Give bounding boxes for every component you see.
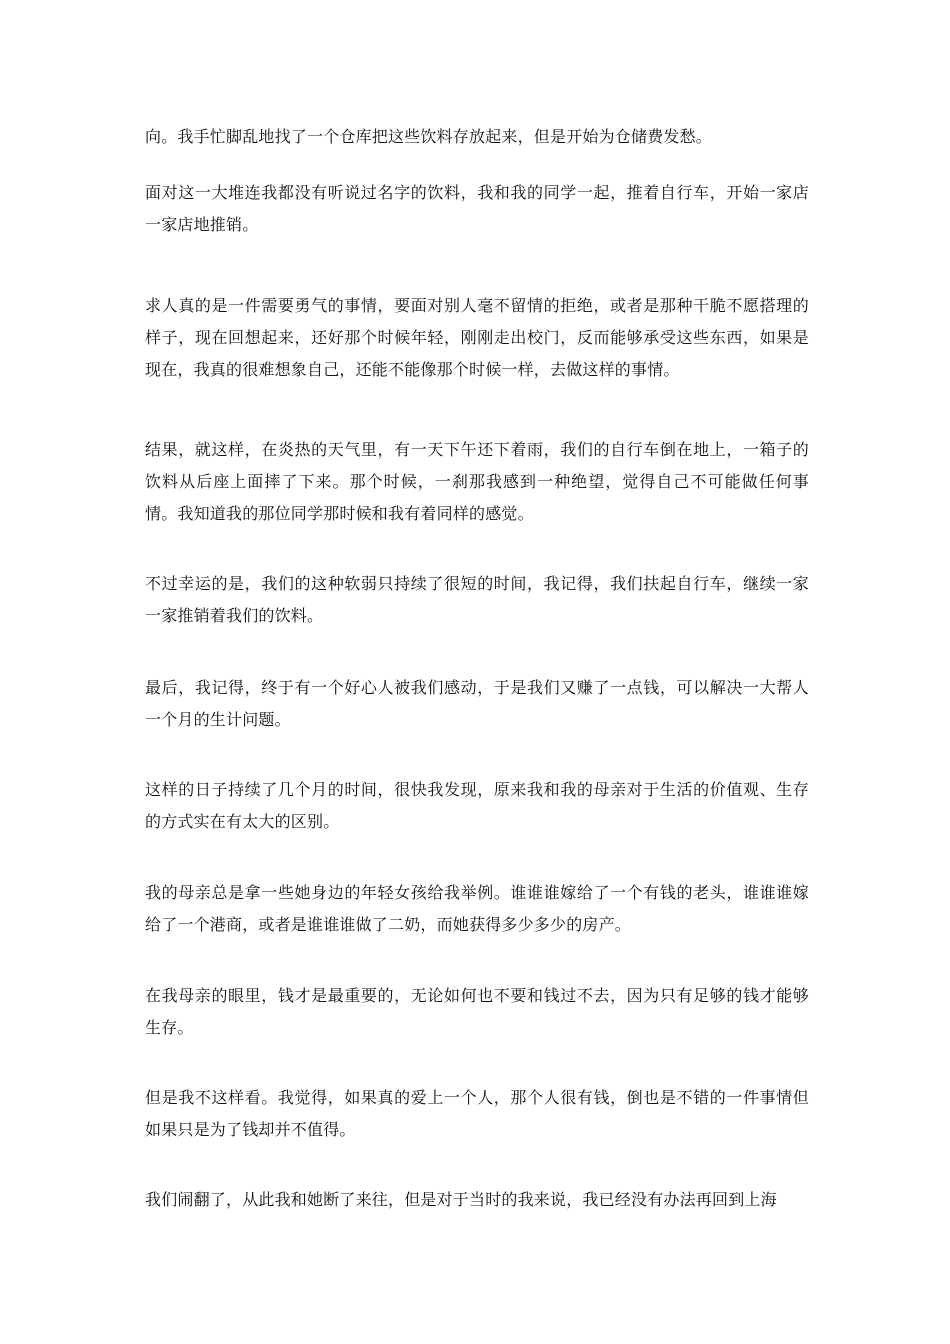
paragraph-9: 在我母亲的眼里，钱才是最重要的，无论如何也不要和钱过不去，因为只有足够的钱才能够生存。 [145, 986, 809, 1037]
paragraph-6: 最后，我记得，终于有一个好心人被我们感动，于是我们又赚了一点钱，可以解决一大帮人一个月的生计问题。 [145, 678, 809, 729]
paragraph-1: 向。我手忙脚乱地找了一个仓库把这些饮料存放起来，但是开始为仓储费发愁。 [145, 127, 713, 146]
paragraph-4: 结果，就这样，在炎热的天气里，有一天下午还下着雨，我们的自行车倒在地上，一箱子的饮料从后座上面摔了下来。那个时候，一刹那我感到一种绝望，觉得自己不可能做任何事情。我知道我的那位同学那时候和我有着同样的感觉。 [145, 440, 809, 523]
paragraph-11: 我们闹翻了，从此我和她断了来往，但是对于当时的我来说，我已经没有办法再回到上海 [145, 1190, 777, 1209]
paragraph-3: 求人真的是一件需要勇气的事情，要面对别人毫不留情的拒绝，或者是那种干脆不愿搭理的样子，现在回想起来，还好那个时候年轻，刚刚走出校门，反而能够承受这些东西，如果是现在，我真的很难想象自己，还能不能像那个时候一样，去做这样的事情。 [145, 296, 809, 379]
paragraph-10: 但是我不这样看。我觉得，如果真的爱上一个人，那个人很有钱，倒也是不错的一件事情但如果只是为了钱却并不值得。 [145, 1088, 809, 1139]
paragraph-2: 面对这一大堆连我都没有听说过名字的饮料，我和我的同学一起，推着自行车，开始一家店一家店地推销。 [145, 183, 809, 234]
paragraph-5: 不过幸运的是，我们的这种软弱只持续了很短的时间，我记得，我们扶起自行车，继续一家一家推销着我们的饮料。 [145, 574, 809, 625]
paragraph-8: 我的母亲总是拿一些她身边的年轻女孩给我举例。谁谁谁嫁给了一个有钱的老头，谁谁谁嫁给了一个港商，或者是谁谁谁做了二奶，而她获得多少多少的房产。 [145, 883, 809, 934]
paragraph-7: 这样的日子持续了几个月的时间，很快我发现，原来我和我的母亲对于生活的价值观、生存的方式实在有太大的区别。 [145, 780, 809, 831]
